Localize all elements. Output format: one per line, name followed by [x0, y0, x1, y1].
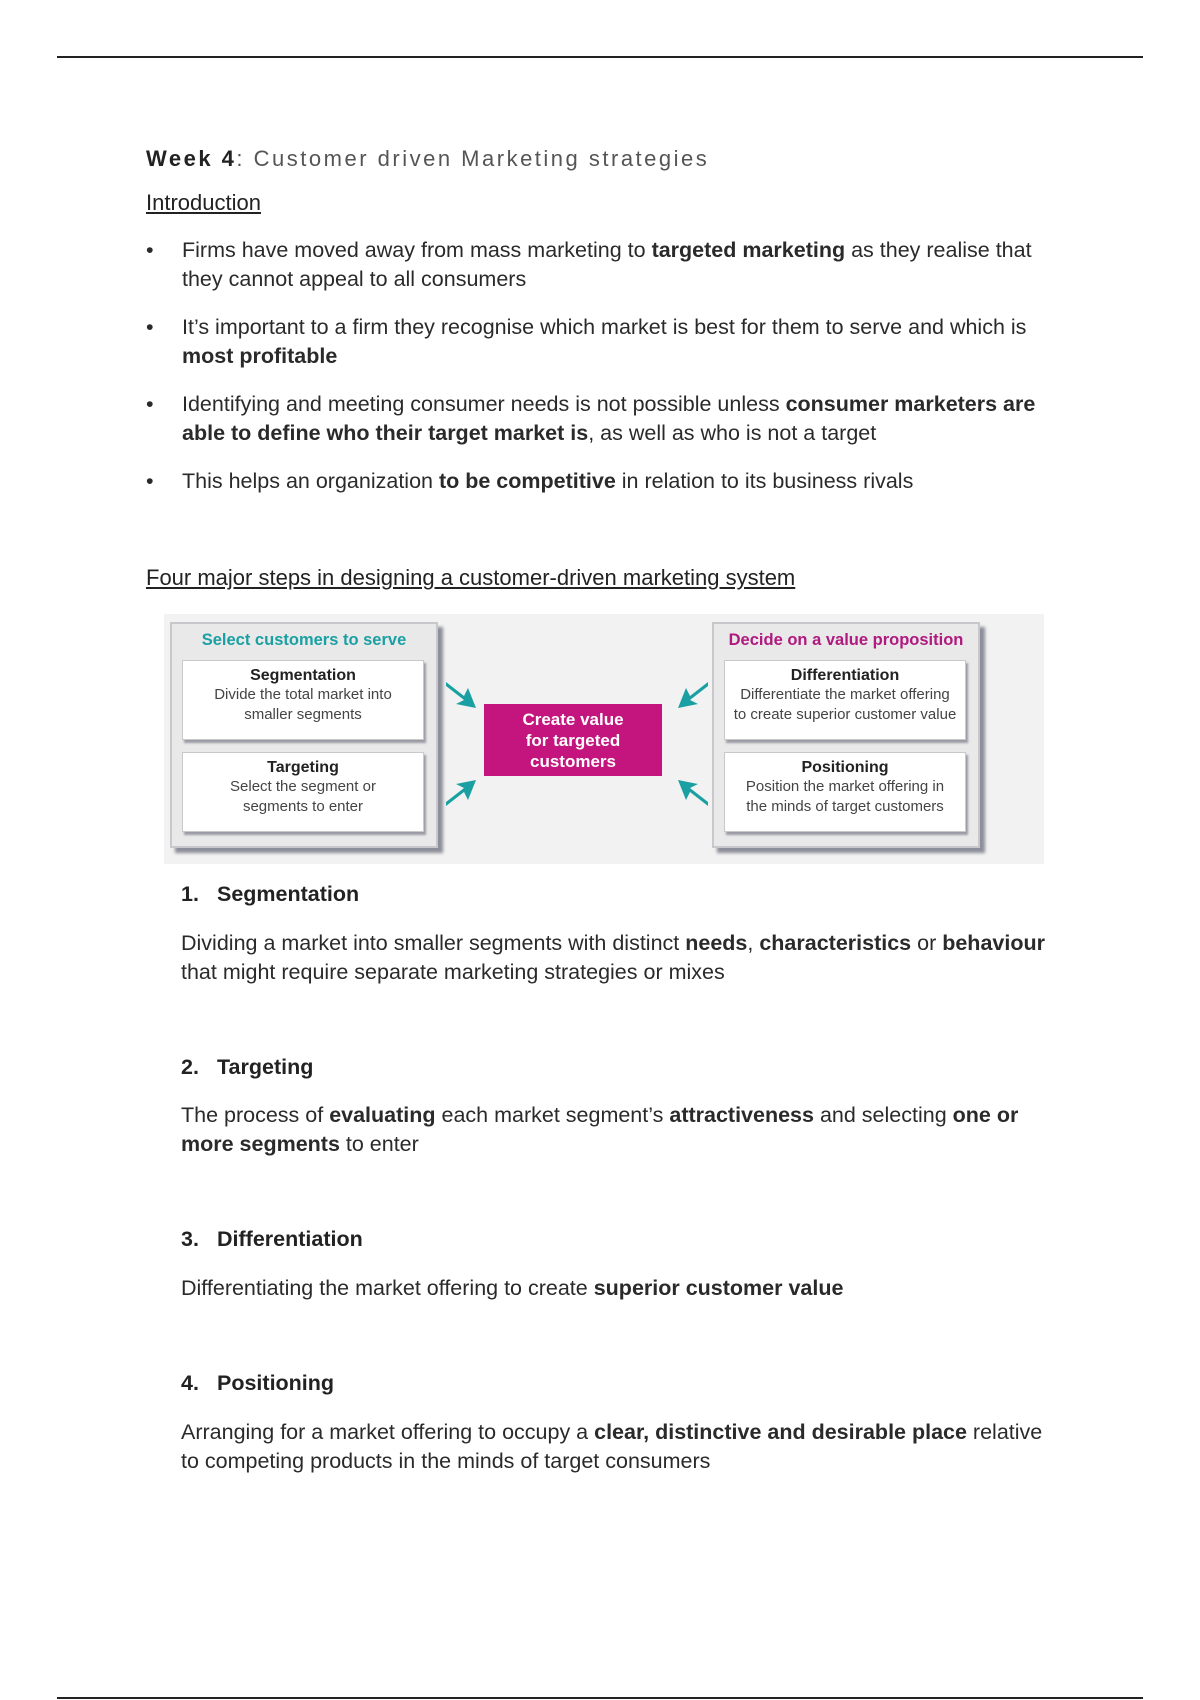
card-title: Targeting — [267, 759, 339, 776]
card-line: the minds of target customers — [746, 798, 944, 815]
select-customers-panel — [170, 622, 438, 848]
rich-text — [182, 392, 1035, 445]
top-rule — [57, 56, 1143, 58]
bold-text: needs — [685, 931, 748, 955]
bold-text: behaviour — [942, 931, 1045, 955]
center-line: Create value — [522, 710, 624, 729]
rich-text — [182, 469, 913, 493]
text-run: Arranging for a market offering to occupy a — [181, 1420, 595, 1444]
center-line: for targeted — [525, 731, 621, 750]
bullet-item — [146, 467, 1066, 496]
bold-text: attractiveness — [669, 1103, 814, 1127]
text-run: Dividing a market into smaller segments with distinct — [181, 931, 686, 955]
step-3-heading: 3. Differentiation — [181, 1227, 363, 1251]
card-title: Positioning — [801, 759, 889, 776]
page-title: Week 4: Customer driven Marketing strategies — [146, 146, 710, 171]
bold-text: characteristics — [759, 931, 912, 955]
text-run: each market segment’s — [435, 1103, 670, 1127]
card-title: Segmentation — [250, 667, 356, 684]
differentiation-card — [724, 660, 966, 740]
panel-title: Decide on a value proposition — [728, 631, 964, 649]
text-run: , — [747, 931, 760, 955]
value-proposition-panel — [712, 622, 980, 848]
card-line: smaller segments — [244, 706, 362, 723]
steps-heading: Four major steps in designing a customer-driven marketing system — [146, 565, 796, 590]
bullet-icon: • — [146, 315, 154, 339]
bold-text: superior customer value — [593, 1276, 844, 1300]
center-line: customers — [530, 752, 616, 771]
arrow-up-left-icon — [672, 774, 712, 814]
create-value-box — [484, 704, 662, 776]
step-4-description — [181, 1418, 1061, 1476]
arrow-up-right-icon — [442, 774, 482, 814]
rich-text — [181, 1103, 1018, 1156]
step-1-description — [181, 929, 1061, 987]
bullet-icon: • — [146, 469, 154, 493]
text-run: , as well as who is not a target — [588, 421, 877, 445]
bullet-item — [146, 313, 1066, 371]
bold-text: one or more segments — [181, 1103, 1019, 1156]
text-run: as they realise that they cannot appeal to all consumers — [182, 238, 1032, 291]
card-line: Position the market offering in — [745, 778, 945, 795]
bullet-item — [146, 236, 1066, 294]
card-line: Divide the total market into — [214, 686, 392, 703]
rich-text — [181, 931, 1045, 984]
text-run: Differentiating the market offering to create — [181, 1276, 594, 1300]
introduction-bullet-list — [146, 236, 1066, 515]
text-run: relative to competing products in the minds of target consumers — [181, 1420, 1043, 1473]
rich-text — [182, 238, 1032, 291]
text-run: Identifying and meeting consumer needs is not possible unless — [182, 392, 786, 416]
step-3-description — [181, 1274, 1061, 1303]
bullet-icon: • — [146, 238, 154, 262]
step-2-description — [181, 1101, 1061, 1159]
card-title: Differentiation — [790, 667, 900, 684]
bold-text: to be competitive — [438, 469, 616, 493]
step-1-heading: 1. Segmentation — [181, 882, 360, 906]
card-line: Select the segment or — [230, 778, 376, 795]
text-run: and selecting — [813, 1103, 953, 1127]
card-line: segments to enter — [242, 798, 364, 815]
rich-text — [182, 315, 1026, 368]
bold-text: most profitable — [182, 344, 338, 368]
step-2-heading: 2. Targeting — [181, 1055, 314, 1079]
text-run: in relation to its business rivals — [615, 469, 914, 493]
bullet-item — [146, 390, 1066, 448]
bold-text: clear, distinctive and desirable place — [594, 1420, 967, 1444]
positioning-card — [724, 752, 966, 832]
text-run: to enter — [339, 1132, 419, 1156]
introduction-heading: Introduction — [146, 190, 261, 215]
step-4-heading: 4. Positioning — [181, 1371, 335, 1395]
segmentation-card — [182, 660, 424, 740]
bold-text: targeted marketing — [651, 238, 846, 262]
text-run: or — [911, 931, 943, 955]
bold-text: consumer marketers are able to define who their target market is — [182, 392, 1036, 445]
text-run: that might require separate marketing strategies or mixes — [181, 960, 725, 984]
text-run: The process of — [181, 1103, 330, 1127]
arrow-down-left-icon — [672, 674, 712, 714]
bottom-rule — [57, 1697, 1143, 1699]
panel-title: Select customers to serve — [201, 631, 407, 649]
rich-text — [181, 1276, 843, 1300]
targeting-card — [182, 752, 424, 832]
text-run: It’s important to a firm they recognise which market is best for them to serve and which is — [182, 315, 1027, 339]
text-run: Firms have moved away from mass marketing to — [182, 238, 652, 262]
rich-text — [181, 1420, 1042, 1473]
card-line: to create superior customer value — [733, 706, 957, 723]
arrow-down-right-icon — [442, 674, 482, 714]
bullet-icon: • — [146, 392, 154, 416]
text-run: This helps an organization — [182, 469, 439, 493]
bold-text: evaluating — [329, 1103, 436, 1127]
card-line: Differentiate the market offering — [740, 686, 950, 703]
marketing-strategy-diagram — [164, 614, 1044, 864]
